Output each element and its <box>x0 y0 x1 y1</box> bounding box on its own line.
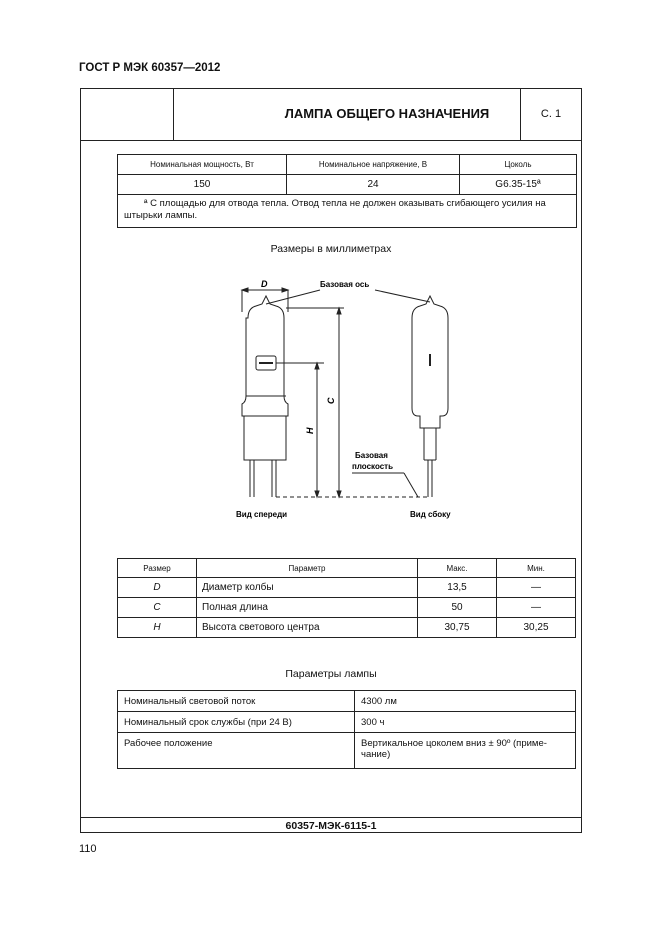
header-rated-power: Номинальная мощность, Вт <box>118 155 287 175</box>
table-row <box>118 578 576 598</box>
table-row <box>118 691 576 712</box>
dim-parameter: Диаметр колбы <box>197 578 418 598</box>
value-rated-voltage: 24 <box>287 175 460 195</box>
sheet-title: ЛАМПА ОБЩЕГО НАЗНАЧЕНИЯ <box>284 106 490 121</box>
dim-parameter: Полная длина <box>197 598 418 618</box>
param-value-cell <box>355 733 576 769</box>
sheet-page-label: С. 1 <box>520 88 581 140</box>
table-row <box>118 712 576 733</box>
param-value: 300 ч <box>355 712 576 733</box>
spec-note-row <box>118 195 577 228</box>
dim-header-max: Макс. <box>418 559 497 578</box>
spec-value-row <box>118 175 577 195</box>
label-side-view: Вид сбоку <box>410 510 451 519</box>
dim-symbol: H <box>118 618 197 638</box>
dim-header-row <box>118 559 576 578</box>
footer-divider <box>80 817 582 818</box>
document-header: ГОСТ Р МЭК 60357—2012 <box>79 62 221 74</box>
dim-min: — <box>497 578 576 598</box>
label-front-view: Вид спереди <box>236 510 288 519</box>
table-row <box>118 598 576 618</box>
header-cap: Цоколь <box>460 155 577 175</box>
value-cap: G6.35-15ª <box>460 175 577 195</box>
dim-symbol: C <box>118 598 197 618</box>
table-row <box>118 733 576 769</box>
front-base <box>244 416 286 460</box>
title-block-empty-cell <box>80 88 174 140</box>
label-h: H <box>305 427 315 434</box>
title-block <box>80 88 582 141</box>
dim-header-size: Размер <box>118 559 197 578</box>
param-name: Номинальный световой поток <box>118 691 355 712</box>
param-value: Вертикальное цоколем вниз ± 90º (приме- <box>361 738 547 749</box>
dim-header-parameter: Параметр <box>197 559 418 578</box>
page-number: 110 <box>79 843 97 855</box>
dim-parameter: Высота светового центра <box>197 618 418 638</box>
spec-header-row <box>118 155 577 175</box>
dim-max: 30,75 <box>418 618 497 638</box>
label-d: D <box>261 279 268 289</box>
dim-header-min: Мин. <box>497 559 576 578</box>
dim-min: 30,25 <box>497 618 576 638</box>
value-rated-power: 150 <box>118 175 287 195</box>
param-name: Номинальный срок службы (при 24 В) <box>118 712 355 733</box>
lamp-params-caption: Параметры лампы <box>285 668 377 680</box>
header-rated-voltage: Номинальное напряжение, В <box>287 155 460 175</box>
dim-symbol: D <box>118 578 197 598</box>
dimensions-caption: Размеры в миллиметрах <box>270 243 392 255</box>
dim-min: — <box>497 598 576 618</box>
dim-max: 13,5 <box>418 578 497 598</box>
label-c: C <box>326 397 336 404</box>
spec-footnote: ª С площадью для отвода тепла. Отвод тепла не должен оказывать сгибающего усилия на штырьки лампы. <box>124 198 546 221</box>
sheet-code: 60357-МЭК-6115-1 <box>285 820 377 832</box>
param-value: 4300 лм <box>355 691 576 712</box>
label-reference-plane-1: Базовая <box>355 451 388 460</box>
label-reference-plane-2: плоскость <box>352 462 394 471</box>
dimensions-table <box>117 558 576 638</box>
label-reference-axis: Базовая ось <box>320 280 370 289</box>
lamp-spec-table <box>117 154 577 228</box>
lamp-drawing <box>200 268 480 524</box>
dim-max: 50 <box>418 598 497 618</box>
param-name: Рабочее положение <box>118 733 355 769</box>
lamp-params-table <box>117 690 576 769</box>
table-row <box>118 618 576 638</box>
param-value-continued: чание) <box>361 749 391 760</box>
